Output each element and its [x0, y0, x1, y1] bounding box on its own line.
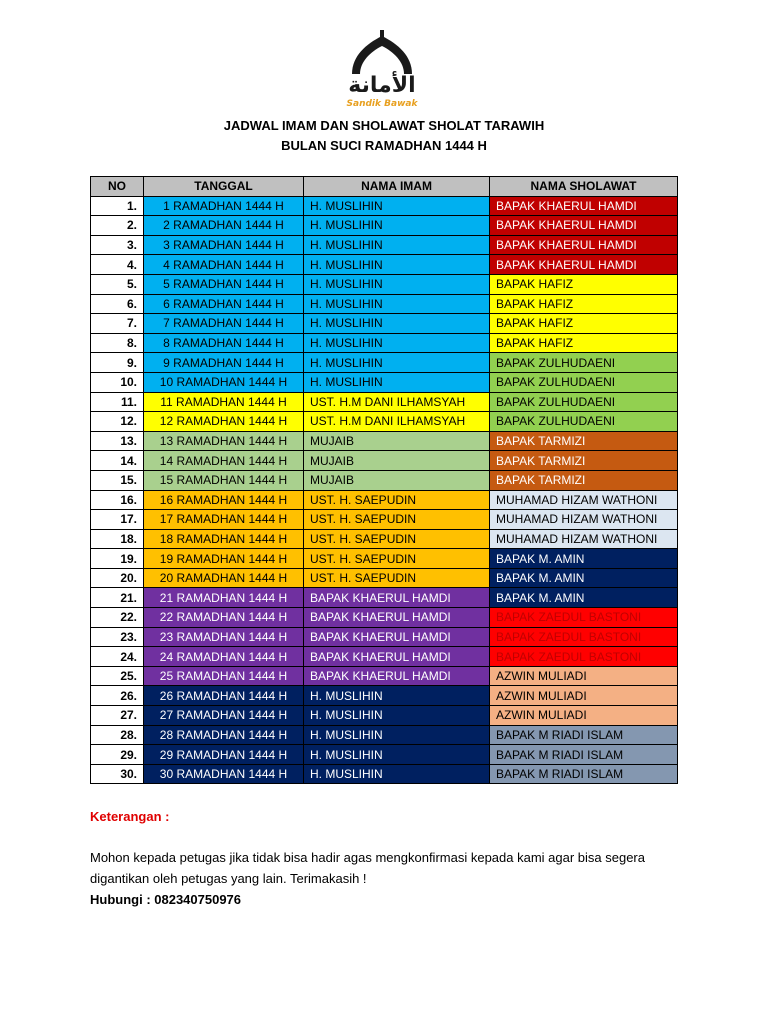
- table-row: [91, 255, 678, 275]
- row-nama-imam: UST. H. SAEPUDIN: [304, 529, 490, 549]
- notes-section: [90, 806, 690, 910]
- row-nama-sholawat: BAPAK ZULHUDAENI: [490, 392, 678, 412]
- row-nama-imam: H. MUSLIHIN: [304, 255, 490, 275]
- row-nama-imam: H. MUSLIHIN: [304, 686, 490, 706]
- row-nama-sholawat: AZWIN MULIADI: [490, 706, 678, 726]
- row-nama-sholawat: AZWIN MULIADI: [490, 666, 678, 686]
- row-no: 29.: [91, 745, 144, 765]
- table-row: [91, 353, 678, 373]
- table-header-row: [91, 177, 678, 197]
- row-tanggal: 17 RAMADHAN 1444 H: [144, 510, 304, 530]
- row-nama-sholawat: BAPAK HAFIZ: [490, 333, 678, 353]
- row-nama-sholawat: BAPAK KHAERUL HAMDI: [490, 255, 678, 275]
- row-nama-sholawat: BAPAK ZAEDUL BASTONI: [490, 647, 678, 667]
- row-tanggal: 12 RAMADHAN 1444 H: [144, 412, 304, 432]
- row-nama-imam: BAPAK KHAERUL HAMDI: [304, 627, 490, 647]
- document-title: [0, 116, 768, 156]
- row-no: 21.: [91, 588, 144, 608]
- table-row: [91, 314, 678, 334]
- row-tanggal: 18 RAMADHAN 1444 H: [144, 529, 304, 549]
- row-tanggal: 13 RAMADHAN 1444 H: [144, 431, 304, 451]
- row-tanggal: 28 RAMADHAN 1444 H: [144, 725, 304, 745]
- row-nama-imam: H. MUSLIHIN: [304, 333, 490, 353]
- contact-line: Hubungi : 082340750976: [90, 892, 242, 907]
- row-nama-imam: MUJAIB: [304, 431, 490, 451]
- row-no: 28.: [91, 725, 144, 745]
- row-no: 5.: [91, 274, 144, 294]
- notes-line-1: Mohon kepada petugas jika tidak bisa hadir agas mengkonfirmasi kepada kami agar bisa segera: [90, 850, 645, 865]
- row-tanggal: 30 RAMADHAN 1444 H: [144, 764, 304, 784]
- row-nama-sholawat: BAPAK M RIADI ISLAM: [490, 745, 678, 765]
- table-row: [91, 470, 678, 490]
- row-nama-imam: BAPAK KHAERUL HAMDI: [304, 647, 490, 667]
- row-nama-sholawat: BAPAK HAFIZ: [490, 274, 678, 294]
- row-no: 9.: [91, 353, 144, 373]
- row-nama-sholawat: BAPAK ZAEDUL BASTONI: [490, 608, 678, 628]
- row-no: 17.: [91, 510, 144, 530]
- row-tanggal: 9 RAMADHAN 1444 H: [144, 353, 304, 373]
- row-tanggal: 15 RAMADHAN 1444 H: [144, 470, 304, 490]
- row-no: 24.: [91, 647, 144, 667]
- row-nama-imam: BAPAK KHAERUL HAMDI: [304, 588, 490, 608]
- row-no: 4.: [91, 255, 144, 275]
- row-no: 12.: [91, 412, 144, 432]
- row-nama-sholawat: MUHAMAD HIZAM WATHONI: [490, 529, 678, 549]
- row-nama-sholawat: BAPAK TARMIZI: [490, 431, 678, 451]
- header-nama-sholawat: NAMA SHOLAWAT: [490, 177, 678, 197]
- row-tanggal: 6 RAMADHAN 1444 H: [144, 294, 304, 314]
- table-row: [91, 725, 678, 745]
- row-no: 23.: [91, 627, 144, 647]
- row-tanggal: 10 RAMADHAN 1444 H: [144, 372, 304, 392]
- row-nama-imam: H. MUSLIHIN: [304, 725, 490, 745]
- row-tanggal: 21 RAMADHAN 1444 H: [144, 588, 304, 608]
- row-tanggal: 11 RAMADHAN 1444 H: [144, 392, 304, 412]
- row-nama-sholawat: BAPAK HAFIZ: [490, 314, 678, 334]
- table-row: [91, 392, 678, 412]
- table-row: [91, 686, 678, 706]
- row-no: 3.: [91, 235, 144, 255]
- row-nama-imam: H. MUSLIHIN: [304, 216, 490, 236]
- row-nama-sholawat: BAPAK M. AMIN: [490, 549, 678, 569]
- row-tanggal: 24 RAMADHAN 1444 H: [144, 647, 304, 667]
- table-row: [91, 510, 678, 530]
- table-row: [91, 216, 678, 236]
- table-row: [91, 588, 678, 608]
- row-nama-sholawat: BAPAK TARMIZI: [490, 470, 678, 490]
- row-no: 26.: [91, 686, 144, 706]
- row-nama-sholawat: BAPAK KHAERUL HAMDI: [490, 196, 678, 216]
- row-no: 20.: [91, 568, 144, 588]
- header-nama-imam: NAMA IMAM: [304, 177, 490, 197]
- row-no: 27.: [91, 706, 144, 726]
- table-row: [91, 431, 678, 451]
- row-tanggal: 22 RAMADHAN 1444 H: [144, 608, 304, 628]
- row-no: 6.: [91, 294, 144, 314]
- mosque-dome-icon: [336, 30, 428, 110]
- row-nama-imam: MUJAIB: [304, 470, 490, 490]
- row-no: 14.: [91, 451, 144, 471]
- row-no: 19.: [91, 549, 144, 569]
- logo-sub-text: Sandik Bawak: [346, 99, 418, 109]
- row-nama-imam: UST. H. SAEPUDIN: [304, 490, 490, 510]
- table-row: [91, 764, 678, 784]
- row-nama-sholawat: BAPAK KHAERUL HAMDI: [490, 235, 678, 255]
- row-no: 1.: [91, 196, 144, 216]
- row-tanggal: 19 RAMADHAN 1444 H: [144, 549, 304, 569]
- row-nama-sholawat: BAPAK M RIADI ISLAM: [490, 764, 678, 784]
- row-nama-sholawat: BAPAK KHAERUL HAMDI: [490, 216, 678, 236]
- row-no: 16.: [91, 490, 144, 510]
- row-nama-sholawat: MUHAMAD HIZAM WATHONI: [490, 490, 678, 510]
- logo-arabic-text: الأمانة: [348, 73, 416, 98]
- notes-spacer: [90, 827, 690, 847]
- row-nama-imam: H. MUSLIHIN: [304, 353, 490, 373]
- row-nama-sholawat: BAPAK ZULHUDAENI: [490, 412, 678, 432]
- row-nama-imam: H. MUSLIHIN: [304, 235, 490, 255]
- row-tanggal: 20 RAMADHAN 1444 H: [144, 568, 304, 588]
- row-no: 8.: [91, 333, 144, 353]
- row-nama-imam: H. MUSLIHIN: [304, 314, 490, 334]
- header-no: NO: [91, 177, 144, 197]
- title-line-1: JADWAL IMAM DAN SHOLAWAT SHOLAT TARAWIH: [223, 118, 545, 133]
- row-tanggal: 1 RAMADHAN 1444 H: [144, 196, 304, 216]
- row-tanggal: 29 RAMADHAN 1444 H: [144, 745, 304, 765]
- schedule-body: [91, 196, 678, 784]
- row-tanggal: 25 RAMADHAN 1444 H: [144, 666, 304, 686]
- row-nama-imam: H. MUSLIHIN: [304, 196, 490, 216]
- table-row: [91, 627, 678, 647]
- row-nama-sholawat: BAPAK ZAEDUL BASTONI: [490, 627, 678, 647]
- row-nama-imam: UST. H.M DANI ILHAMSYAH: [304, 412, 490, 432]
- table-row: [91, 412, 678, 432]
- organization-logo: [336, 30, 428, 110]
- row-nama-imam: H. MUSLIHIN: [304, 745, 490, 765]
- row-tanggal: 2 RAMADHAN 1444 H: [144, 216, 304, 236]
- row-no: 13.: [91, 431, 144, 451]
- table-row: [91, 451, 678, 471]
- header-tanggal: TANGGAL: [144, 177, 304, 197]
- table-row: [91, 490, 678, 510]
- row-tanggal: 5 RAMADHAN 1444 H: [144, 274, 304, 294]
- row-tanggal: 3 RAMADHAN 1444 H: [144, 235, 304, 255]
- row-tanggal: 14 RAMADHAN 1444 H: [144, 451, 304, 471]
- row-nama-sholawat: BAPAK M. AMIN: [490, 568, 678, 588]
- table-row: [91, 706, 678, 726]
- row-nama-imam: BAPAK KHAERUL HAMDI: [304, 666, 490, 686]
- notes-label: Keterangan :: [90, 809, 170, 824]
- row-tanggal: 16 RAMADHAN 1444 H: [144, 490, 304, 510]
- row-nama-sholawat: MUHAMAD HIZAM WATHONI: [490, 510, 678, 530]
- row-nama-imam: H. MUSLIHIN: [304, 764, 490, 784]
- row-nama-imam: UST. H. SAEPUDIN: [304, 549, 490, 569]
- table-row: [91, 549, 678, 569]
- row-tanggal: 4 RAMADHAN 1444 H: [144, 255, 304, 275]
- row-nama-sholawat: BAPAK HAFIZ: [490, 294, 678, 314]
- row-tanggal: 26 RAMADHAN 1444 H: [144, 686, 304, 706]
- row-no: 15.: [91, 470, 144, 490]
- table-row: [91, 529, 678, 549]
- row-nama-sholawat: BAPAK M RIADI ISLAM: [490, 725, 678, 745]
- row-nama-imam: BAPAK KHAERUL HAMDI: [304, 608, 490, 628]
- row-no: 25.: [91, 666, 144, 686]
- table-row: [91, 294, 678, 314]
- table-row: [91, 666, 678, 686]
- table-row: [91, 333, 678, 353]
- row-nama-sholawat: BAPAK ZULHUDAENI: [490, 353, 678, 373]
- row-tanggal: 23 RAMADHAN 1444 H: [144, 627, 304, 647]
- row-nama-imam: H. MUSLIHIN: [304, 274, 490, 294]
- row-tanggal: 27 RAMADHAN 1444 H: [144, 706, 304, 726]
- row-nama-imam: H. MUSLIHIN: [304, 294, 490, 314]
- table-row: [91, 372, 678, 392]
- table-row: [91, 235, 678, 255]
- row-no: 7.: [91, 314, 144, 334]
- row-tanggal: 7 RAMADHAN 1444 H: [144, 314, 304, 334]
- row-no: 10.: [91, 372, 144, 392]
- row-tanggal: 8 RAMADHAN 1444 H: [144, 333, 304, 353]
- row-nama-sholawat: BAPAK M. AMIN: [490, 588, 678, 608]
- table-row: [91, 608, 678, 628]
- title-line-2: BULAN SUCI RAMADHAN 1444 H: [281, 138, 487, 153]
- table-row: [91, 647, 678, 667]
- schedule-table: [90, 176, 678, 784]
- row-no: 30.: [91, 764, 144, 784]
- row-nama-sholawat: BAPAK ZULHUDAENI: [490, 372, 678, 392]
- row-no: 18.: [91, 529, 144, 549]
- row-nama-sholawat: AZWIN MULIADI: [490, 686, 678, 706]
- row-nama-imam: UST. H.M DANI ILHAMSYAH: [304, 392, 490, 412]
- table-row: [91, 745, 678, 765]
- row-nama-sholawat: BAPAK TARMIZI: [490, 451, 678, 471]
- row-nama-imam: MUJAIB: [304, 451, 490, 471]
- row-no: 11.: [91, 392, 144, 412]
- table-row: [91, 196, 678, 216]
- row-no: 2.: [91, 216, 144, 236]
- row-nama-imam: H. MUSLIHIN: [304, 706, 490, 726]
- table-row: [91, 568, 678, 588]
- row-nama-imam: UST. H. SAEPUDIN: [304, 568, 490, 588]
- row-nama-imam: UST. H. SAEPUDIN: [304, 510, 490, 530]
- notes-line-2: digantikan oleh petugas yang lain. Terimakasih !: [90, 871, 367, 886]
- row-no: 22.: [91, 608, 144, 628]
- table-row: [91, 274, 678, 294]
- row-nama-imam: H. MUSLIHIN: [304, 372, 490, 392]
